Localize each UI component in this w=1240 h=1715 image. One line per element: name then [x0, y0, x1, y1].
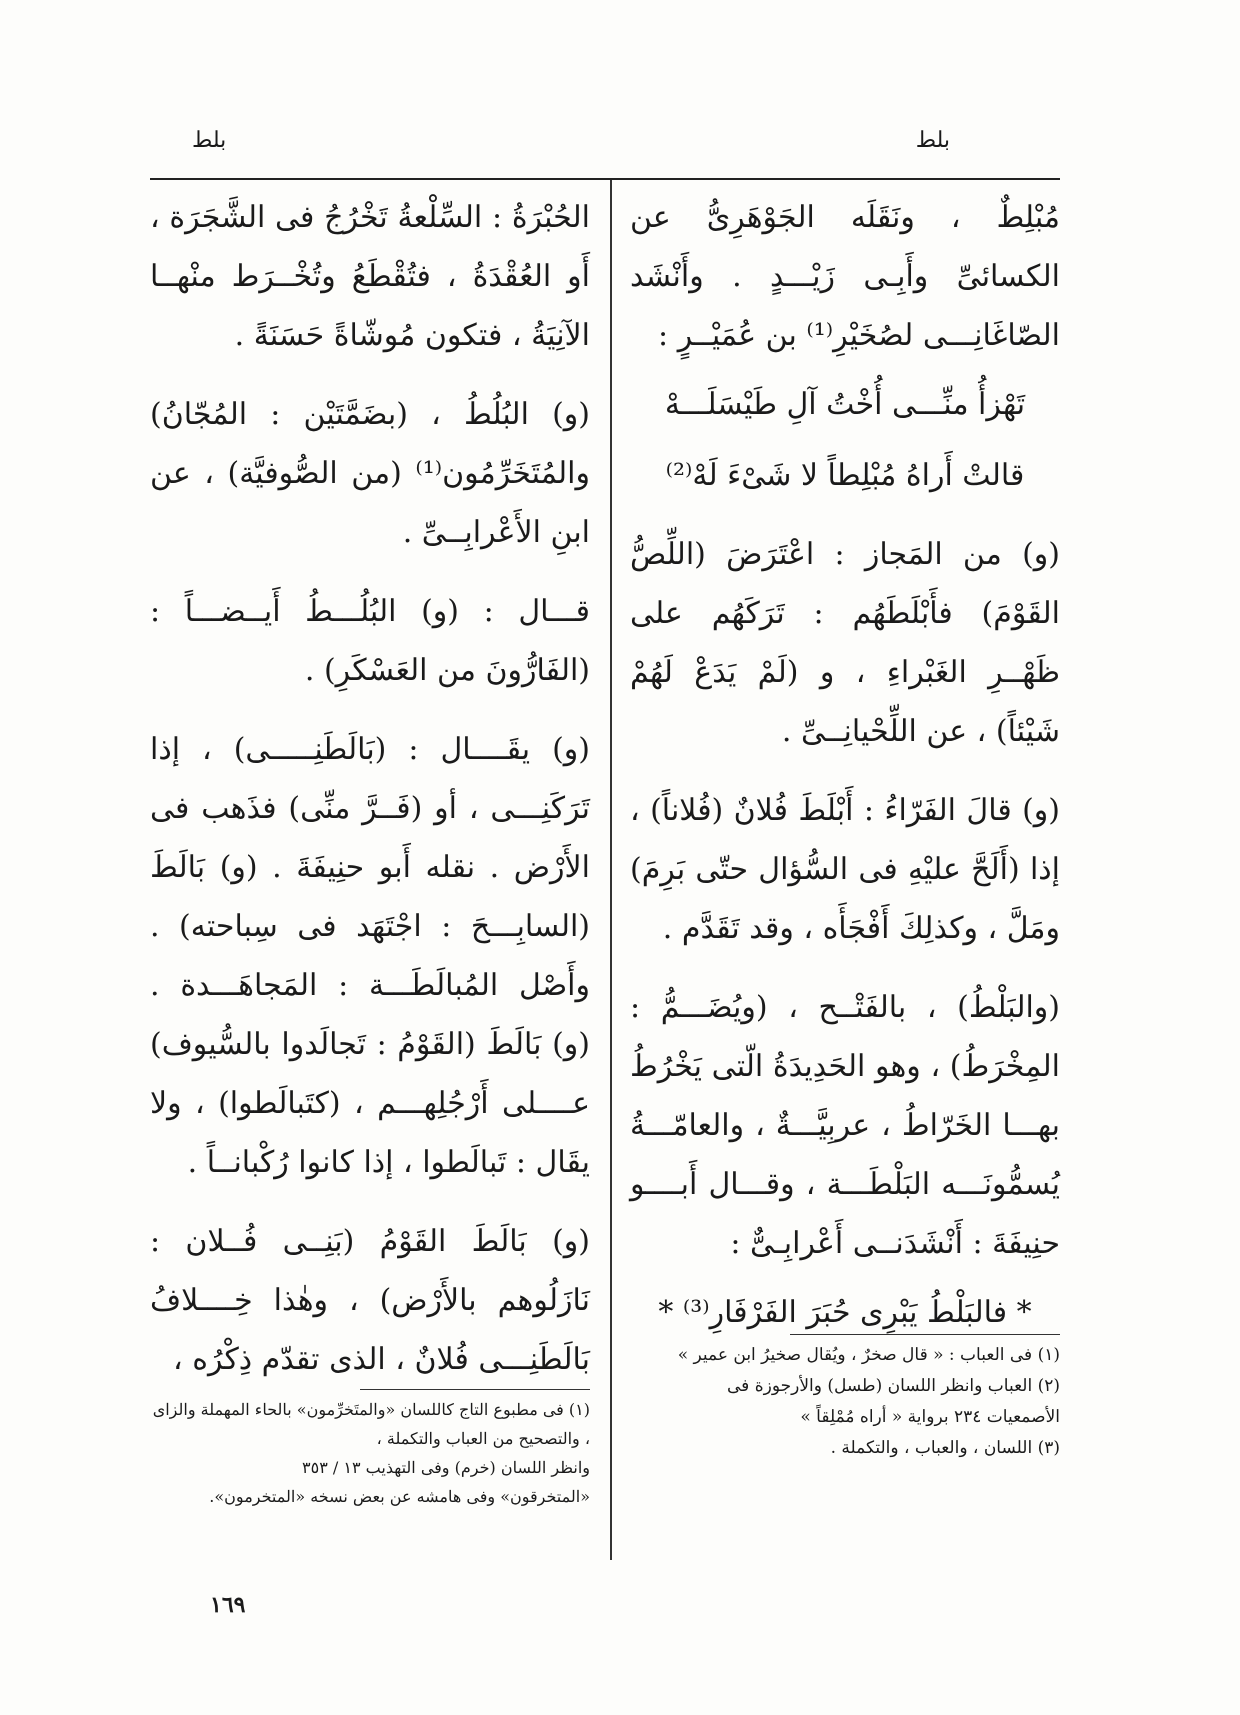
- verse-line-3: * فالبَلْطُ يَبْرِى حُبَرَ الفَرْفَارِ⁽³⁾ *: [658, 1295, 1032, 1330]
- right-paragraph-1: مُبْلِطٌ ، ونَقَلَه الجَوْهَرِىُّ عن الكسائىِّ وأَبِـى زَيْـــدٍ . وأَنْشَد الصّاغَانِـــى لصُخَيْرِ⁽¹⁾ بن عُمَيْــرٍ :: [630, 200, 1060, 353]
- right-paragraph-4: (والبَلْطُ) ، بالفَتْــح ، (ويُضَـــمُّ : المِخْرَطُ) ، وهو الحَدِيدَةُ الّتى يَخْرُطُ بهـــا الخَرّاطُ ، عربِيَّـــةٌ ، والعامّـــةُ يُسمُّونَـــه البَلْطَـــة ، وقـــال أَبــــو حنِيفَةَ : أَنْشَدَنــى أَعْرابِـىٌّ :: [630, 990, 1060, 1261]
- left-column: [150, 188, 590, 1399]
- footnote-rule-left: [360, 1389, 590, 1390]
- left-paragraph-1: الحُبْرَةُ : السِّلْعةُ تَخْرُجُ فى الشَّجَرَة ، أَو العُقْدَةُ ، فتُقْطَعُ وتُخْــرَط منْهــا الآنِيَةُ ، فتكون مُوشّاةً حَسَنَةً .: [150, 200, 590, 353]
- footnotes-right: [650, 1340, 1060, 1464]
- footnote-rule-right: [790, 1334, 1060, 1335]
- header-rule: [150, 178, 1060, 180]
- verse-line-1: تَهْزأُ منِّـــى أُخْتُ آلِ طَيْسَلَـــهْ: [664, 387, 1026, 422]
- column-divider: [610, 180, 612, 1560]
- footnote-left-1: (١) فى مطبوع التاج كاللسان «والمتَخرِّمون» بالحاء المهملة والزاى ، والتصحيح من العباب والتكملة ،: [152, 1400, 590, 1448]
- left-paragraph-4: (و) يقَــــال : (بَالَطَنِـــــى) ، إذا تَرَكَنِـــى ، أو (فَــرَّ منِّى) فذَهب فى الأَرْض . نقله أَبو حنِيفَةَ . (و) بَالَطَ (السابِـــحَ : اجْتَهَد فى سِباحته) . وأَصْل المُبالَطَـــة : المَجاهَـــدة . (و) بَالَطَ (القَوْمُ : تَجالَدوا بالسُّيوف) عــــلى أَرْجُلِهـــم ، (كتَبالَطوا) ، ولا يقَال : تَبالَطوا ، إذا كانوا رُكْبانــاً .: [150, 732, 590, 1180]
- right-paragraph-2: (و) من المَجاز : اعْتَرَضَ (اللِّصُّ القَوْمَ) فأَبْلَطَهُم : تَرَكَهُم على ظَهْــرِ الغَبْراءِ ، و (لَمْ يَدَعْ لَهُمْ شَيْئاً) ، عن اللِّحْيانِــىِّ .: [630, 537, 1060, 749]
- page-number: ١٦٩: [210, 1592, 246, 1618]
- verse-line-2: قالتْ أَراهُ مُبْلِطاً لا شَىْءَ لَهْ⁽²⁾: [665, 458, 1025, 493]
- left-paragraph-3: قـــال : (و) البُلُـــطُ أَيــضـــاً : (الفَارُّونَ من العَسْكَرِ) .: [150, 594, 590, 688]
- footnote-right-2: (٢) العباب وانظر اللسان (طسل) والأرجوزة فى الأصمعيات ٢٣٤ برواية « أراه مُمْلِقاً »: [727, 1376, 1060, 1427]
- right-paragraph-3: (و) قالَ الفَرّاءُ : أَبْلَطَ فُلانٌ (فُلاناً) ، إذا (أَلَحَّ عليْهِ فى السُّؤال حتّى بَرِمَ) ومَلَّ ، وكذلِكَ أَفْجَأَه ، وقد تَقَدَّم .: [630, 793, 1060, 946]
- left-paragraph-2: (و) البُلُطُ ، (بضَمَّتَيْن : المُجّانُ) والمُتَخَرِّمُون⁽¹⁾ (من الصُّوفيَّة) ، عن ابنِ الأَعْرابِــىِّ .: [150, 397, 590, 550]
- header-left-word: بلط: [192, 128, 227, 153]
- footnote-right-3: (٣) اللسان ، والعباب ، والتكملة .: [830, 1438, 1060, 1458]
- footnote-left-2: وانظر اللسان (خرم) وفى التهذيب ١٣ / ٣٥٣: [302, 1458, 590, 1477]
- left-paragraph-5: (و) بَالَطَ القَوْمُ (بَنِــى فُــلان : نَازَلُوهم بالأَرْض) ، وهٰذا خِــــلافُ بَالَطَنِـــى فُلانٌ ، الذى تقدّم ذِكْرُه ،: [150, 1224, 590, 1377]
- footnote-right-1: (١) فى العباب : « قال صخرٌ ، ويُقال صخيرُ ابن عمير »: [677, 1345, 1060, 1365]
- footnote-left-3: «المتخرقون» وفى هامشه عن بعض نسخه «المتخرمون».: [209, 1487, 590, 1506]
- right-column: [630, 188, 1060, 1354]
- footnotes-left: [150, 1395, 590, 1511]
- header-right-word: بلط: [915, 128, 950, 153]
